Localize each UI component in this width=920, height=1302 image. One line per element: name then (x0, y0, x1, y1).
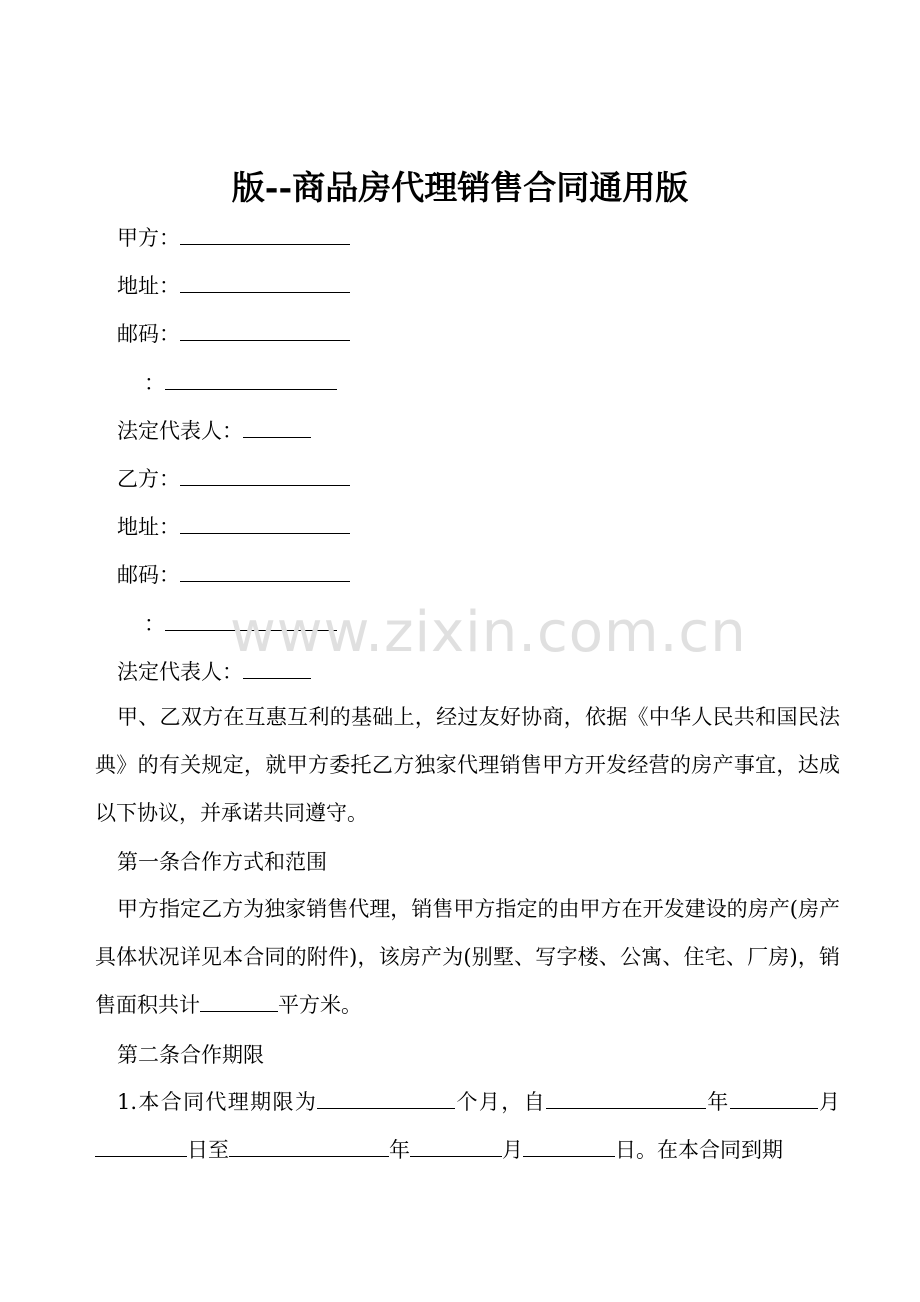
party-b-blank[interactable] (180, 463, 350, 486)
intro-paragraph: 甲、乙双方在互惠互利的基础上，经过友好协商，依据《中华人民共和国民法典》的有关规定，就甲方委托乙方独家代理销售甲方开发经营的房产事宜，达成以下协议，并承诺共同遵守。 (95, 705, 840, 825)
party-a-blank[interactable] (180, 222, 350, 245)
party-a-postcode-label: 邮码： (117, 322, 180, 346)
article1-heading: 第一条合作方式和范围 (117, 850, 327, 874)
party-b-address-blank[interactable] (180, 511, 350, 534)
end-year-blank[interactable] (229, 1134, 389, 1157)
party-a-address-line (117, 270, 350, 301)
article2-text-2: 个月，自 (455, 1090, 546, 1114)
party-b-label: 乙方： (117, 467, 180, 491)
party-b-rep-blank[interactable] (243, 656, 311, 679)
party-b-rep-label: 法定代表人： (117, 660, 243, 684)
party-a-rep-blank[interactable] (243, 415, 311, 438)
party-a-phone-line (144, 367, 337, 398)
article2-text-5: 日至 (187, 1138, 229, 1162)
party-b-postcode-label: 邮码： (117, 563, 180, 587)
article2-text-3: 年 (705, 1090, 730, 1114)
party-a-rep-label: 法定代表人： (117, 419, 243, 443)
party-a-line (117, 222, 350, 253)
article1-text-b: 平方米。 (278, 993, 362, 1017)
party-b-rep-line (117, 656, 311, 687)
party-a-rep-line (117, 415, 311, 446)
party-b-address-label: 地址： (117, 515, 180, 539)
watermark: www.zixin.com.cn (230, 600, 747, 665)
months-blank[interactable] (317, 1086, 455, 1109)
article2-text-4: 月 (817, 1090, 841, 1114)
area-blank[interactable] (200, 989, 278, 1012)
party-b-postcode-blank[interactable] (180, 559, 350, 582)
start-year-blank[interactable] (546, 1086, 706, 1109)
party-b-phone-label: ： (144, 612, 165, 636)
party-a-postcode-line (117, 318, 350, 349)
end-month-blank[interactable] (410, 1134, 502, 1157)
document-title: 版--商品房代理销售合同通用版 (231, 168, 689, 207)
party-b-phone-line (144, 608, 337, 639)
start-month-blank[interactable] (730, 1086, 818, 1109)
article2-text-1: 1.本合同代理期限为 (117, 1090, 318, 1114)
article2-text-6: 年 (389, 1138, 410, 1162)
party-b-address-line (117, 511, 350, 542)
party-b-postcode-line (117, 559, 350, 590)
party-a-address-label: 地址： (117, 274, 180, 298)
start-day-blank[interactable] (95, 1134, 187, 1157)
party-a-phone-blank[interactable] (165, 367, 337, 390)
party-a-label: 甲方： (117, 226, 180, 250)
party-b-phone-blank[interactable] (165, 608, 337, 631)
party-a-address-blank[interactable] (180, 270, 350, 293)
article1-paragraph (95, 885, 840, 1029)
article2-text-7: 月 (502, 1138, 523, 1162)
end-day-blank[interactable] (523, 1134, 615, 1157)
party-b-line (117, 463, 350, 494)
party-a-phone-label: ： (144, 371, 165, 395)
article2-heading: 第二条合作期限 (117, 1043, 264, 1067)
article2-paragraph (95, 1078, 840, 1174)
article1-text-a: 甲方指定乙方为独家销售代理，销售甲方指定的由甲方在开发建设的房产(房产具体状况详见本合同的附件)，该房产为(别墅、写字楼、公寓、住宅、厂房)，销售面积共计 (95, 897, 840, 1017)
article2-text-8: 日。在本合同到期 (615, 1138, 783, 1162)
party-a-postcode-blank[interactable] (180, 318, 350, 341)
